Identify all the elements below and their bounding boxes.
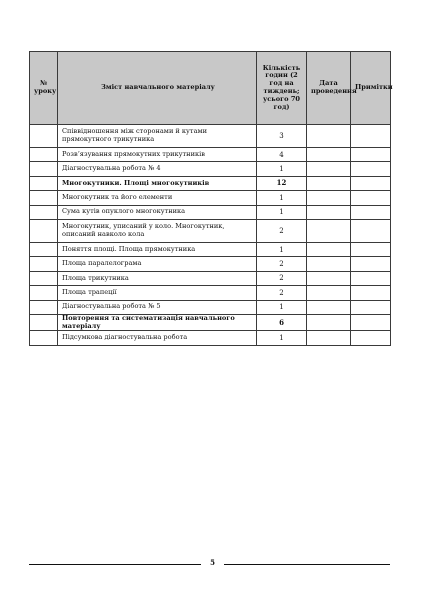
topic-cell: Площа паралелограма <box>58 257 257 271</box>
hours-cell: 12 <box>257 176 307 190</box>
notes-cell <box>351 331 391 345</box>
lesson-number-cell <box>30 125 58 148</box>
table-row <box>30 125 391 148</box>
notes-cell <box>351 125 391 148</box>
hours-cell: 1 <box>257 191 307 205</box>
date-cell <box>307 162 351 176</box>
hours-cell: 2 <box>257 271 307 285</box>
notes-cell <box>351 205 391 219</box>
topic-cell: Площа трикутника <box>58 271 257 285</box>
date-cell <box>307 257 351 271</box>
date-cell <box>307 176 351 190</box>
date-cell <box>307 242 351 256</box>
table-row <box>30 286 391 300</box>
header-lesson-number: № уроку <box>30 52 58 125</box>
hours-cell: 2 <box>257 219 307 242</box>
table-row <box>30 191 391 205</box>
topic-cell: Підсумкова діагностувальна робота <box>58 331 257 345</box>
notes-cell <box>351 271 391 285</box>
table-row <box>30 176 391 190</box>
date-cell <box>307 219 351 242</box>
notes-cell <box>351 314 391 331</box>
notes-cell <box>351 162 391 176</box>
topic-cell: Співвідношення між сторонами й кутами прямокутного трикутника <box>58 125 257 148</box>
date-cell <box>307 331 351 345</box>
topic-cell: Сума кутів опуклого многокутника <box>58 205 257 219</box>
lesson-number-cell <box>30 205 58 219</box>
notes-cell <box>351 148 391 162</box>
lesson-number-cell <box>30 242 58 256</box>
date-cell <box>307 271 351 285</box>
date-cell <box>307 286 351 300</box>
lesson-number-cell <box>30 271 58 285</box>
hours-cell: 3 <box>257 125 307 148</box>
table-header <box>30 52 391 125</box>
table-row <box>30 162 391 176</box>
table-row <box>30 242 391 256</box>
notes-cell <box>351 176 391 190</box>
date-cell <box>307 205 351 219</box>
table-row <box>30 300 391 314</box>
table-row <box>30 331 391 345</box>
lesson-number-cell <box>30 257 58 271</box>
hours-cell: 1 <box>257 331 307 345</box>
lesson-number-cell <box>30 286 58 300</box>
topic-cell: Діагностувальна робота № 4 <box>58 162 257 176</box>
topic-cell: Многокутник, уписаний у коло. Многокутник, описаний навколо кола <box>58 219 257 242</box>
lesson-number-cell <box>30 162 58 176</box>
hours-cell: 1 <box>257 300 307 314</box>
hours-cell: 1 <box>257 242 307 256</box>
notes-cell <box>351 286 391 300</box>
date-cell <box>307 300 351 314</box>
notes-cell <box>351 300 391 314</box>
footer-rule-right <box>224 564 390 565</box>
table-row <box>30 314 391 331</box>
date-cell <box>307 191 351 205</box>
lesson-number-cell <box>30 331 58 345</box>
topic-cell: Площа трапеції <box>58 286 257 300</box>
lesson-number-cell <box>30 191 58 205</box>
header-topic: Зміст навчального матеріалу <box>58 52 257 125</box>
notes-cell <box>351 257 391 271</box>
hours-cell: 6 <box>257 314 307 331</box>
header-row <box>30 52 391 125</box>
hours-cell: 2 <box>257 286 307 300</box>
date-cell <box>307 314 351 331</box>
date-cell <box>307 148 351 162</box>
topic-cell: Повторення та систематизація навчального матеріалу <box>58 314 257 331</box>
page-number: 5 <box>210 558 215 567</box>
topic-cell: Многокутник та його елементи <box>58 191 257 205</box>
table-row <box>30 148 391 162</box>
lesson-number-cell <box>30 148 58 162</box>
topic-cell: Многокутники. Площі многокутників <box>58 176 257 190</box>
table-row <box>30 257 391 271</box>
lesson-number-cell <box>30 176 58 190</box>
table-row <box>30 205 391 219</box>
date-cell <box>307 125 351 148</box>
notes-cell <box>351 242 391 256</box>
footer-rule-left <box>29 564 201 565</box>
hours-cell: 4 <box>257 148 307 162</box>
hours-cell: 1 <box>257 162 307 176</box>
notes-cell <box>351 219 391 242</box>
table-row <box>30 219 391 242</box>
topic-cell: Діагностувальна робота № 5 <box>58 300 257 314</box>
hours-cell: 1 <box>257 205 307 219</box>
table-row <box>30 271 391 285</box>
notes-cell <box>351 191 391 205</box>
lesson-plan-table <box>29 51 391 346</box>
topic-cell: Поняття площі. Площа прямокутника <box>58 242 257 256</box>
lesson-number-cell <box>30 219 58 242</box>
header-hours: Кількість годин (2 год на тиждень; усього 70 год) <box>257 52 307 125</box>
lesson-number-cell <box>30 314 58 331</box>
table-body <box>30 125 391 346</box>
topic-cell: Розв’язування прямокутних трикутників <box>58 148 257 162</box>
lesson-number-cell <box>30 300 58 314</box>
header-date: Дата проведення <box>307 52 351 125</box>
hours-cell: 2 <box>257 257 307 271</box>
header-notes: Примітки <box>351 52 391 125</box>
